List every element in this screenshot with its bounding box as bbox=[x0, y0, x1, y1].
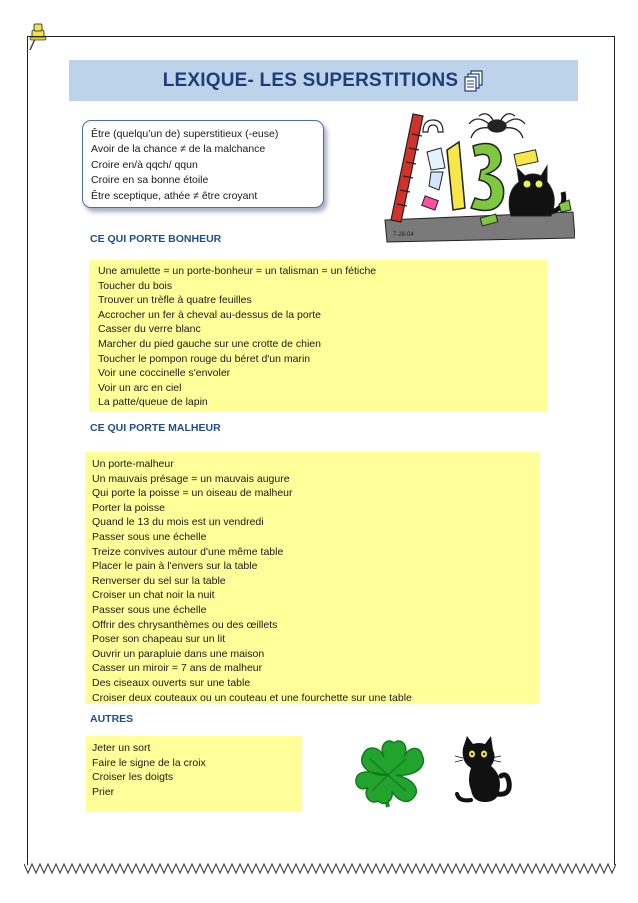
list-item: Croiser les doigts bbox=[92, 771, 174, 784]
list-item: Des ciseaux ouverts sur une table bbox=[92, 676, 251, 689]
list-item: Croiser deux couteaux ou un couteau et une fourchette sur une table bbox=[92, 691, 412, 704]
superstition-collage-illustration bbox=[383, 112, 575, 244]
black-cat-icon bbox=[509, 166, 564, 216]
list-item: Accrocher un fer à cheval au-dessus de la porte bbox=[98, 308, 321, 321]
list-item: Trouver un trèfle à quatre feuilles bbox=[98, 294, 252, 307]
autres-heading: AUTRES bbox=[90, 713, 134, 725]
list-item: Placer le pain à l'envers sur la table bbox=[92, 560, 258, 573]
list-item: Marcher du pied gauche sur une crotte de chien bbox=[98, 337, 321, 350]
list-item: Toucher le pompon rouge du béret d'un marin bbox=[98, 352, 311, 365]
four-leaf-clover-icon bbox=[348, 735, 428, 815]
list-item: Toucher du bois bbox=[98, 279, 173, 292]
bonheur-box bbox=[89, 260, 547, 412]
collage-signature: 7-26-04 bbox=[393, 232, 414, 238]
autres-box bbox=[86, 736, 302, 812]
document-icon bbox=[464, 70, 484, 92]
list-item: Treize convives autour d'une même table bbox=[92, 545, 284, 558]
definition-item: Croire en sa bonne étoile bbox=[91, 174, 209, 187]
black-cat-icon bbox=[455, 736, 513, 806]
bonheur-heading: CE QUI PORTE BONHEUR bbox=[90, 233, 222, 245]
definition-item: Avoir de la chance ≠ de la malchance bbox=[91, 143, 266, 156]
list-item: Voir une coccinelle s'envoler bbox=[98, 367, 231, 380]
list-item: Un porte-malheur bbox=[92, 458, 174, 470]
list-item: Passer sous une échelle bbox=[92, 603, 207, 616]
list-item: Poser son chapeau sur un lit bbox=[92, 633, 226, 646]
spider-icon bbox=[469, 114, 525, 138]
list-item: Porter la poisse bbox=[92, 501, 165, 514]
definition-item: Être (quelqu’un de) superstitieux (-euse) bbox=[91, 128, 279, 140]
list-item: Ouvrir un parapluie dans une maison bbox=[92, 647, 265, 660]
list-item: Offrir des chrysanthèmes ou des œillets bbox=[92, 618, 278, 631]
list-item: Qui porte la poisse = un oiseau de malheur bbox=[92, 487, 293, 500]
list-item: Renverser du sel sur la table bbox=[92, 574, 226, 587]
list-item: Croiser un chat noir la nuit bbox=[92, 589, 215, 602]
definitions-box bbox=[82, 120, 324, 208]
list-item: Faire le signe de la croix bbox=[92, 756, 206, 769]
list-item: Un mauvais présage = un mauvais augure bbox=[92, 472, 290, 485]
list-item: La patte/queue de lapin bbox=[98, 396, 208, 409]
title-bar bbox=[69, 60, 578, 101]
list-item: Prier bbox=[92, 785, 115, 798]
list-item: Jeter un sort bbox=[92, 742, 151, 754]
list-item: Voir un arc en ciel bbox=[98, 381, 182, 394]
definition-item: Être sceptique, athée ≠ être croyant bbox=[91, 189, 258, 202]
malheur-heading: CE QUI PORTE MALHEUR bbox=[90, 422, 221, 434]
zigzag-border bbox=[24, 862, 616, 876]
ladder-icon bbox=[391, 114, 423, 222]
list-item: Une amulette = un porte-bonheur = un talisman = un fétiche bbox=[98, 265, 377, 277]
horseshoe-icon bbox=[423, 120, 443, 132]
malheur-box bbox=[85, 452, 540, 704]
list-item: Casser du verre blanc bbox=[98, 323, 201, 336]
list-item: Quand le 13 du mois est un vendredi bbox=[92, 516, 264, 529]
list-item: Casser un miroir = 7 ans de malheur bbox=[92, 662, 263, 675]
number-13-icon bbox=[447, 142, 504, 210]
list-item: Passer sous une échelle bbox=[92, 530, 207, 543]
definition-item: Croire en/à qqch/ qqun bbox=[91, 158, 198, 171]
page-title: LEXIQUE- LES SUPERSTITIONS bbox=[162, 69, 459, 91]
